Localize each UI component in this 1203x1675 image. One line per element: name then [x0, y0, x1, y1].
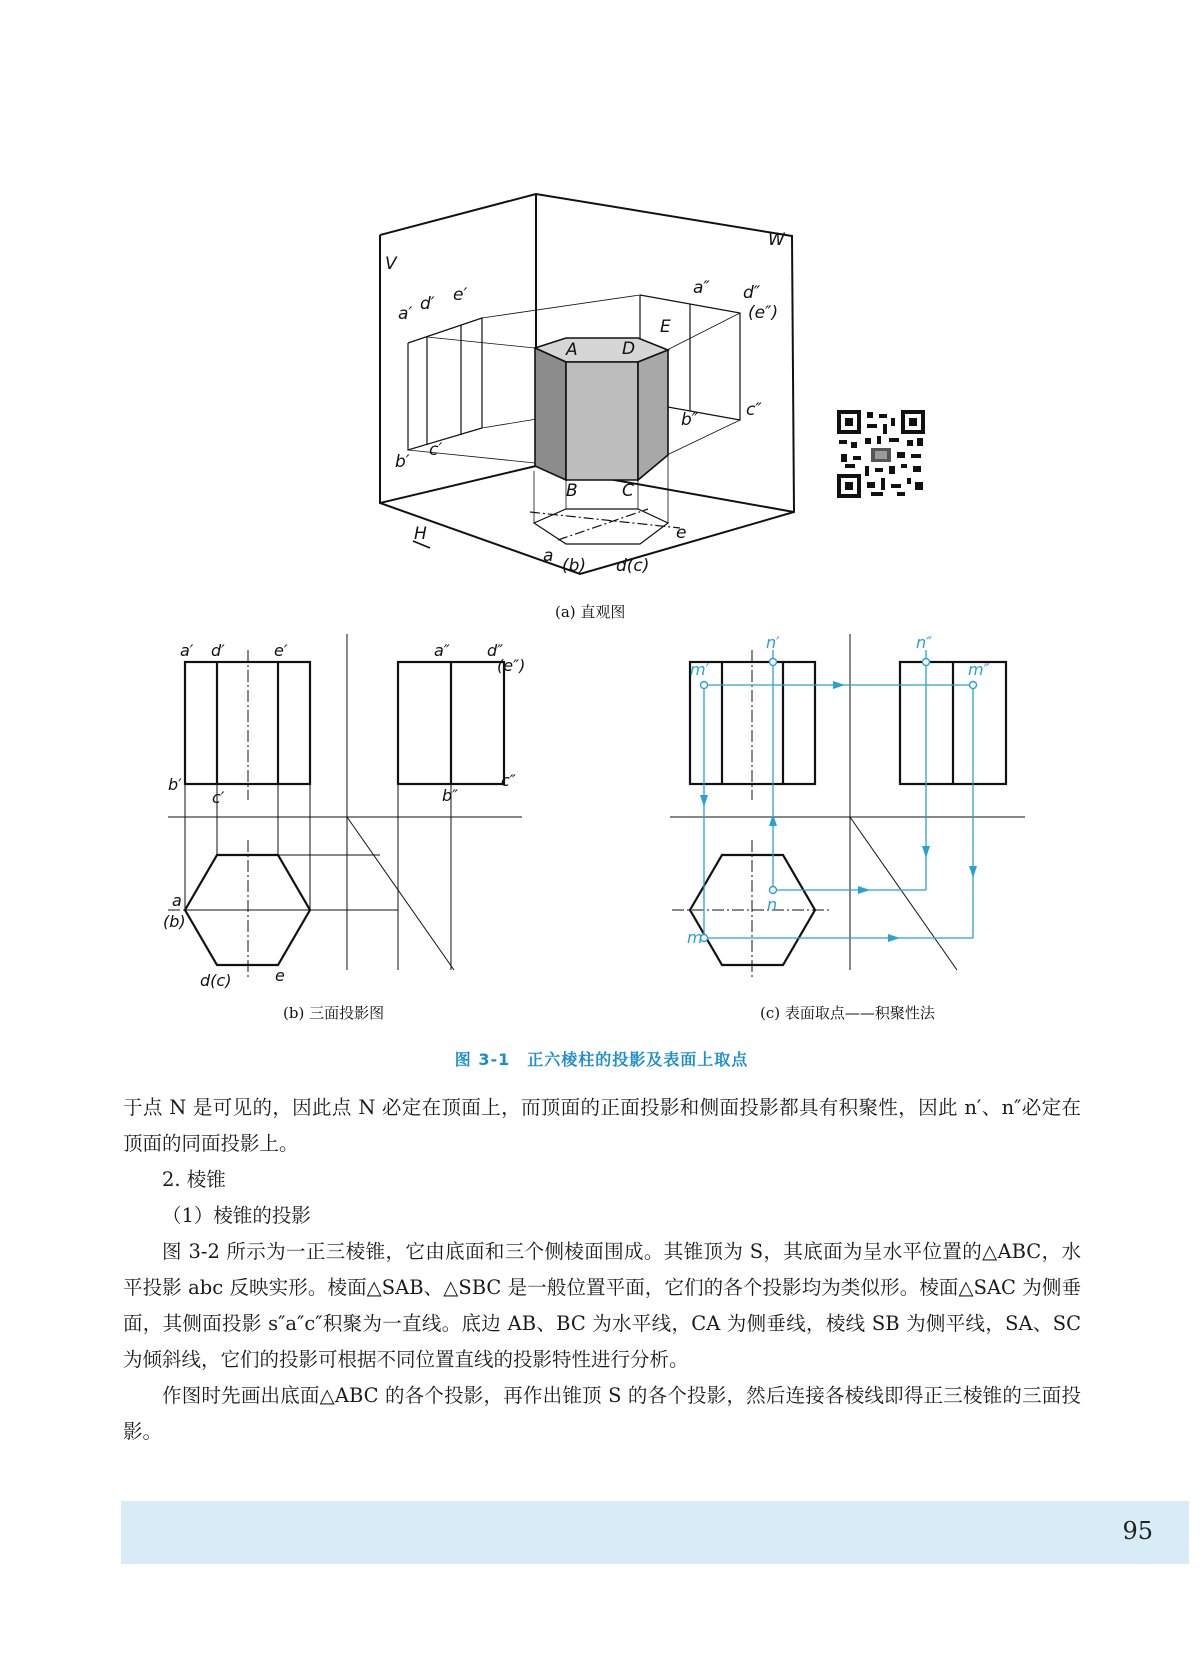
label-b-d-prime: d′ [211, 641, 225, 660]
label-c-prime: c′ [429, 440, 443, 460]
label-b-e-prime: e′ [274, 641, 288, 660]
label-b-b-double-prime: b″ [442, 786, 459, 805]
label-d-prime: d′ [420, 294, 435, 314]
label-b-c-double-prime: c″ [501, 771, 516, 790]
caption-c: (c) 表面取点——积聚性法 [760, 1004, 935, 1022]
figure-c-point-on-surface [660, 630, 1040, 1000]
paragraph-2: 图 3-2 所示为一正三棱锥，它由底面和三个侧棱面围成。其锥顶为 S，其底面为呈水平位置的△ABC，水平投影 abc 反映实形。棱面△SAB、△SBC 是一般位置平面，它们的各个投影均为类似形。棱面△SAC 为侧垂面，其侧面投影 s″a″c″积聚为一直线。底边 AB、BC 为水平线，CA 为侧垂线，棱线 SB 为侧平线，SA、SC 为倾斜线，它们的投影可根据不同位置直线的投影特性进行分析。 [123, 1240, 1081, 1371]
label-a-double-prime: a″ [693, 278, 710, 298]
label-e: e [676, 523, 687, 543]
label-A: A [566, 340, 578, 360]
label-b-b-prime: b′ [168, 775, 182, 794]
figure-a-pictorial [330, 180, 810, 600]
footer-band [121, 1501, 1189, 1564]
label-b: (b) [562, 556, 587, 576]
label-b-b: (b) [163, 912, 186, 931]
label-d-double-prime: d″ [743, 283, 761, 303]
label-c-n-prime: n′ [766, 633, 780, 652]
label-b-e: e [275, 966, 285, 985]
label-b-e-double-prime: (e″) [497, 656, 526, 675]
heading-pyramid: 2. 棱锥 [162, 1168, 226, 1191]
label-D: D [622, 339, 636, 359]
figure-title: 图 3-1 正六棱柱的投影及表面上取点 [454, 1050, 749, 1069]
label-dc: d(c) [616, 556, 650, 576]
page-number: 95 [1122, 1517, 1153, 1545]
label-b-a: a [172, 891, 182, 910]
label-e-double-prime: (e″) [748, 303, 779, 323]
qr-code-icon [837, 410, 925, 498]
label-a-prime: a′ [398, 304, 413, 324]
label-B: B [566, 481, 578, 501]
label-b-a-prime: a′ [180, 641, 194, 660]
label-b-dc: d(c) [200, 971, 232, 990]
body-text [123, 1090, 1081, 1450]
label-c-m: m [687, 928, 703, 947]
caption-a: (a) 直观图 [555, 603, 626, 621]
label-H: H [414, 524, 427, 544]
label-a: a [543, 546, 554, 566]
paragraph-3: 作图时先画出底面△ABC 的各个投影，再作出锥顶 S 的各个投影，然后连接各棱线即得正三棱锥的三面投影。 [123, 1384, 1081, 1443]
label-c-m-double-prime: m″ [968, 660, 990, 679]
paragraph-1: 于点 N 是可见的，因此点 N 必定在顶面上，而顶面的正面投影和侧面投影都具有积聚性，因此 n′、n″必定在顶面的同面投影上。 [123, 1096, 1081, 1155]
label-b-prime: b′ [395, 452, 410, 472]
label-e-prime: e′ [453, 285, 468, 305]
label-c-n: n [767, 895, 778, 914]
label-b-double-prime: b″ [681, 410, 699, 430]
label-c-m-prime: m′ [690, 660, 710, 679]
caption-b: (b) 三面投影图 [283, 1004, 385, 1022]
figure-b-three-view [150, 630, 530, 1000]
heading-pyramid-projection: （1）棱锥的投影 [162, 1204, 311, 1227]
label-b-c-prime: c′ [212, 788, 225, 807]
label-c-double-prime: c″ [746, 400, 762, 420]
label-b-a-double-prime: a″ [434, 641, 450, 660]
label-V: V [385, 254, 397, 274]
label-c-n-double-prime: n″ [916, 633, 933, 652]
label-W: W [768, 230, 785, 250]
label-b-d-double-prime: d″ [487, 641, 504, 660]
label-C: C [622, 481, 634, 501]
label-E: E [660, 317, 671, 337]
